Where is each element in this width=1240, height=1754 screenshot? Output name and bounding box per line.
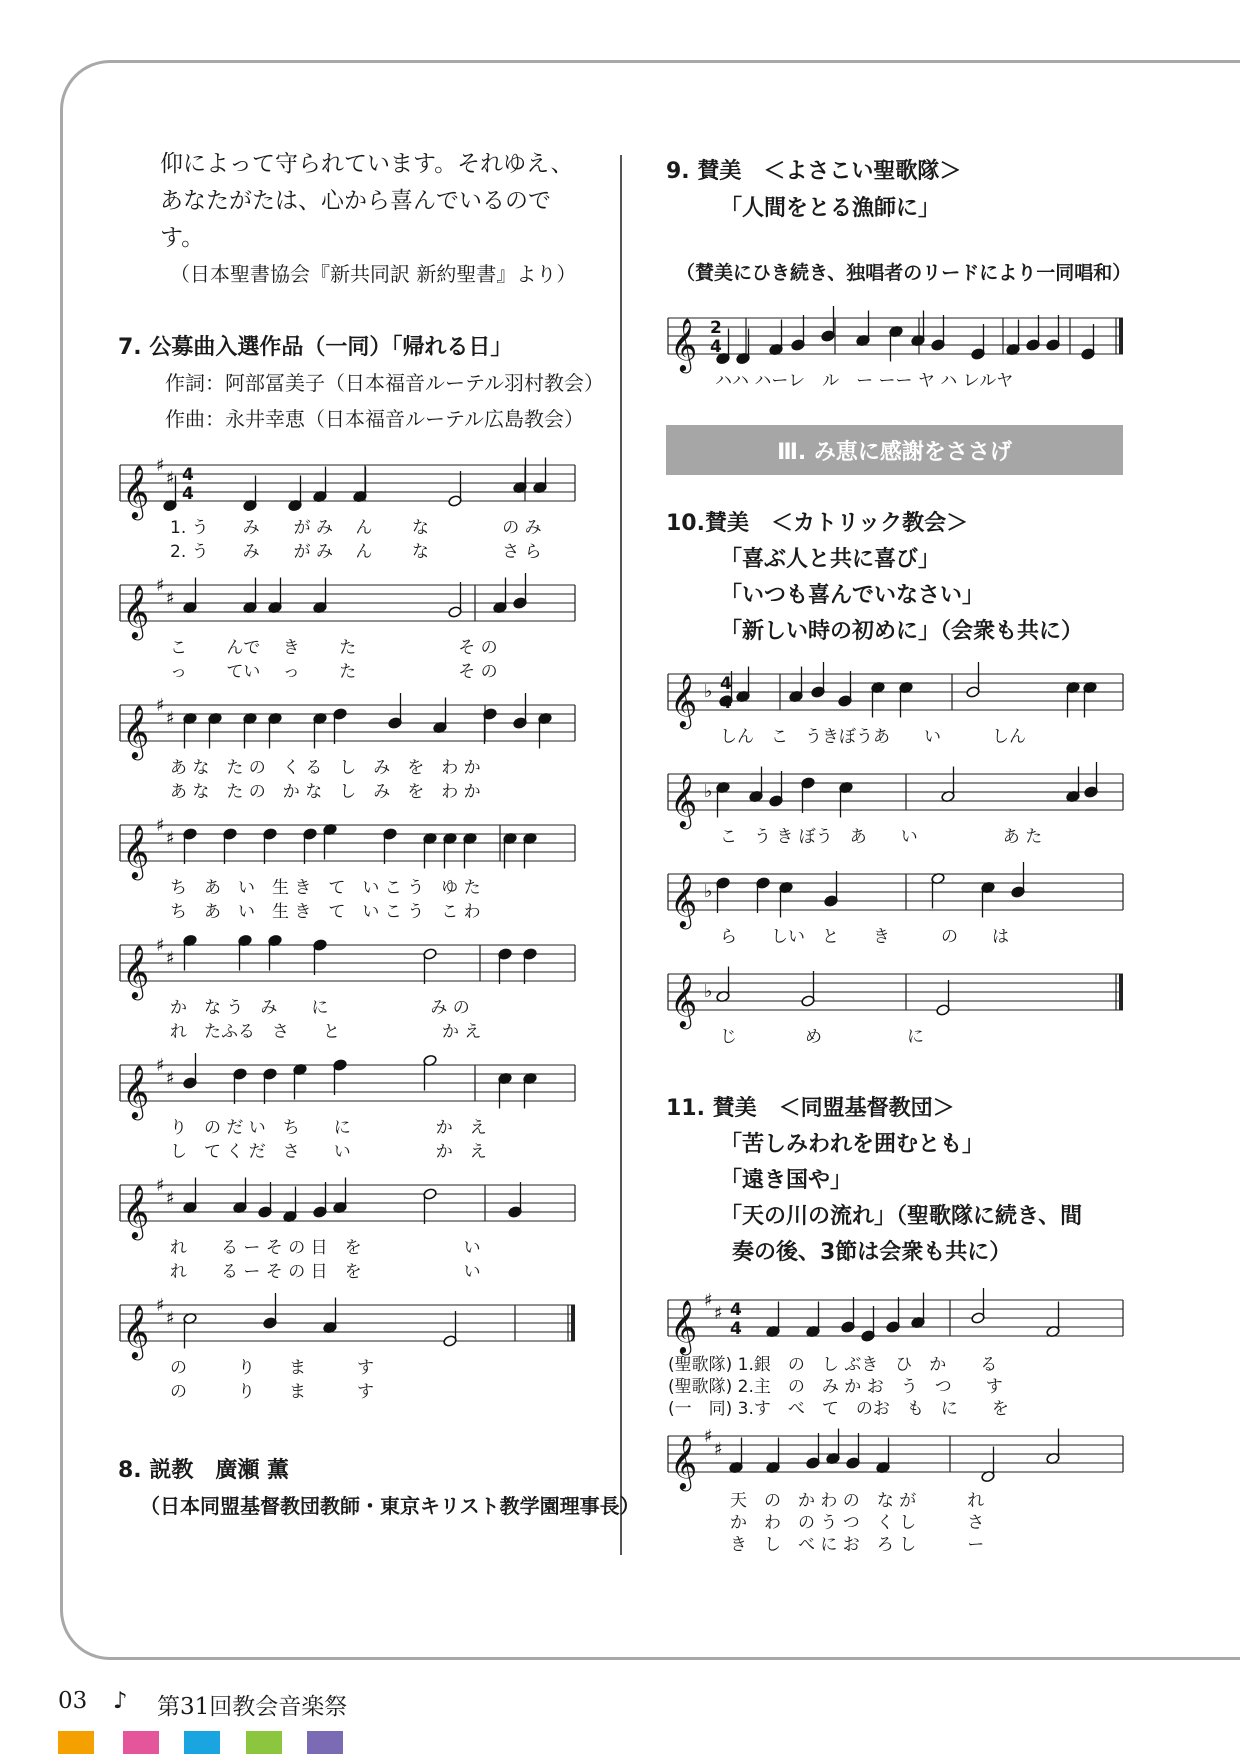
song10-lyrics: こ う き ぼう あ い あ た <box>720 827 1043 847</box>
treble-clef-icon: 𝄞 <box>122 1304 150 1358</box>
sharp-icon: ♯ <box>156 935 165 956</box>
color-swatch-orange <box>58 1731 94 1754</box>
final-barline <box>1119 974 1123 1010</box>
scripture-text <box>160 146 600 257</box>
staff-svg <box>120 1175 575 1238</box>
lyric-verse2: っ てい っ た そ の <box>170 662 498 682</box>
sharp-icon: ♯ <box>714 1439 723 1460</box>
sharp-icon: ♯ <box>166 1188 175 1209</box>
staff-svg <box>120 575 575 638</box>
song10-staff <box>668 664 1123 727</box>
item11-song: 「天の川の流れ」（聖歌隊に続き、間 <box>720 1204 1083 1229</box>
flat-icon: ♭ <box>704 781 713 802</box>
song9-lyrics: ハハ ハーレ ル ー ーー ヤ ハ レルヤ <box>715 371 1014 391</box>
staff-svg <box>668 664 1123 727</box>
time-signature: 2 <box>710 318 722 338</box>
song7-staff <box>120 935 575 998</box>
lyric-verse2: し て く だ さ い か え <box>170 1142 487 1162</box>
column-divider <box>620 155 622 1555</box>
staff-svg <box>120 1055 575 1118</box>
scripture-line: 仰によって守られています。それゆえ、 <box>160 151 574 177</box>
staff-svg <box>120 695 575 758</box>
treble-clef-icon: 𝄞 <box>670 773 698 827</box>
treble-clef-icon: 𝄞 <box>122 584 150 638</box>
song11-lyrics-a: (聖歌隊) 2.主 の み か お う つ す <box>668 1377 1003 1397</box>
flat-icon: ♭ <box>704 681 713 702</box>
treble-clef-icon: 𝄞 <box>122 1064 150 1118</box>
staff-svg <box>668 1426 1123 1489</box>
sharp-icon: ♯ <box>714 1303 723 1324</box>
song7-staff <box>120 455 575 518</box>
color-swatch-purple <box>307 1731 343 1754</box>
staff-svg <box>668 864 1123 927</box>
treble-clef-icon: 𝄞 <box>122 1184 150 1238</box>
item9-note: （賛美にひき続き、独唱者のリードにより一同唱和） <box>676 262 1132 284</box>
sharp-icon: ♯ <box>156 1295 165 1316</box>
song10-lyrics: ら しい と き の は <box>720 927 1009 947</box>
lyric-verse1: り の だ い ち に か え <box>170 1118 487 1138</box>
staff-svg <box>668 308 1123 371</box>
staff-svg <box>120 815 575 878</box>
lyric-verse2: れ たふる さ と か え <box>170 1022 482 1042</box>
lyric-verse2: 2. う み が み ん な さ ら <box>170 542 542 562</box>
flat-icon: ♭ <box>704 981 713 1002</box>
final-barline <box>1119 318 1123 354</box>
lyric-verse2: ち あ い 生 き て い こ う こ わ <box>170 902 481 922</box>
item10-heading: 10.賛美 ＜カトリック教会＞ <box>666 511 969 536</box>
lyric-verse1: あ な た の く る し み を わ か <box>170 758 481 778</box>
lyric-verse1: 1. う み が み ん な の み <box>170 518 542 538</box>
song10-lyrics: じ め に <box>720 1027 924 1047</box>
item11-song-cont: 奏の後、3節は会衆も共に） <box>732 1240 1012 1265</box>
song7-staff <box>120 1055 575 1118</box>
treble-clef-icon: 𝄞 <box>670 973 698 1027</box>
sharp-icon: ♯ <box>704 1426 713 1447</box>
item10-song: 「新しい時の初めに」（会衆も共に） <box>720 619 1084 644</box>
sharp-icon: ♯ <box>166 1068 175 1089</box>
song10-staff <box>668 764 1123 827</box>
color-swatch-blue <box>184 1731 220 1754</box>
event-title: 第31回教会音楽祭 <box>157 1694 348 1720</box>
song7-staff <box>120 1295 575 1358</box>
item11-heading: 11. 賛美 ＜同盟基督教団＞ <box>666 1096 955 1121</box>
item10-song: 「いつも喜んでいなさい」 <box>720 583 985 608</box>
staff-svg <box>668 964 1123 1027</box>
flat-icon: ♭ <box>704 881 713 902</box>
staff-svg <box>120 1295 575 1358</box>
item11-song: 「遠き国や」 <box>720 1168 853 1193</box>
item10-song: 「喜ぶ人と共に喜び」 <box>720 547 941 572</box>
music-note-icon: ♪ <box>113 1688 128 1714</box>
song7-staff <box>120 1175 575 1238</box>
song11-lyrics-b: か わ の う つ く し さ <box>730 1513 985 1533</box>
song11-lyrics-a: (一 同) 3.す べ て のお も に を <box>668 1399 1009 1419</box>
item8-heading: 8. 説教 廣瀬 薫 <box>118 1458 289 1483</box>
lyric-verse1: か な う み に み の <box>170 998 470 1018</box>
sharp-icon: ♯ <box>704 1290 713 1311</box>
song11-lyrics-b: き し べ に お ろ し ー <box>730 1535 985 1555</box>
song11-lyrics-a: (聖歌隊) 1.銀 の し ぶき ひ か る <box>668 1355 998 1375</box>
time-signature: 4 <box>720 674 732 694</box>
color-swatch-pink <box>123 1731 159 1754</box>
lyric-verse2: れ る ー そ の 日 を い <box>170 1262 481 1282</box>
preacher-affiliation: （日本同盟基督教団教師・東京キリスト教学園理事長） <box>140 1494 640 1518</box>
lyric-verse1: れ る ー そ の 日 を い <box>170 1238 481 1258</box>
song9-staff <box>668 308 1123 371</box>
section-banner: Ⅲ. み恵に感謝をささげ <box>666 425 1123 475</box>
treble-clef-icon: 𝄞 <box>670 673 698 727</box>
item7-heading: 7. 公募曲入選作品（一同）「帰れる日」 <box>118 335 513 360</box>
sharp-icon: ♯ <box>166 828 175 849</box>
sharp-icon: ♯ <box>156 695 165 716</box>
scripture-line: す。 <box>160 225 205 251</box>
sharp-icon: ♯ <box>166 948 175 969</box>
item9-heading: 9. 賛美 ＜よさこい聖歌隊＞ <box>666 159 962 184</box>
song11-staff <box>668 1426 1123 1489</box>
song10-staff <box>668 964 1123 1027</box>
sharp-icon: ♯ <box>166 468 175 489</box>
treble-clef-icon: 𝄞 <box>670 1435 698 1489</box>
song11-staff <box>668 1290 1123 1353</box>
staff-svg <box>668 1290 1123 1353</box>
treble-clef-icon: 𝄞 <box>122 464 150 518</box>
song11-lyrics-b: 天 の か わ の な が れ <box>730 1491 985 1511</box>
song10-lyrics: しん こ うきぼうあ い しん <box>720 727 1026 747</box>
time-signature: 4 <box>730 1300 742 1320</box>
lyric-verse1: こ んで き た そ の <box>170 638 498 658</box>
treble-clef-icon: 𝄞 <box>670 1299 698 1353</box>
page-number: 03 <box>58 1688 88 1714</box>
composer-credit: 作曲：永井幸恵（日本福音ルーテル広島教会） <box>165 407 584 431</box>
song10-staff <box>668 864 1123 927</box>
treble-clef-icon: 𝄞 <box>670 317 698 371</box>
time-signature: 4 <box>710 337 722 357</box>
treble-clef-icon: 𝄞 <box>122 704 150 758</box>
scripture-source: （日本聖書協会『新共同訳 新約聖書』より） <box>170 262 577 286</box>
sharp-icon: ♯ <box>166 708 175 729</box>
song7-staff <box>120 815 575 878</box>
final-barline <box>571 1305 575 1341</box>
sharp-icon: ♯ <box>156 455 165 476</box>
lyric-verse2: あ な た の か な し み を わ か <box>170 782 481 802</box>
time-signature: 4 <box>182 465 194 485</box>
sharp-icon: ♯ <box>156 575 165 596</box>
sharp-icon: ♯ <box>156 1175 165 1196</box>
scripture-line: あなたがたは、心から喜んでいるので <box>160 188 551 214</box>
time-signature: 4 <box>730 1319 742 1339</box>
sharp-icon: ♯ <box>166 588 175 609</box>
time-signature: 4 <box>182 484 194 504</box>
staff-svg <box>120 455 575 518</box>
item11-song: 「苦しみわれを囲むとも」 <box>720 1132 985 1157</box>
song7-staff <box>120 575 575 638</box>
lyric-verse1: ち あ い 生 き て い こ う ゆ た <box>170 878 481 898</box>
lyricist-credit: 作詞：阿部冨美子（日本福音ルーテル羽村教会） <box>165 371 604 395</box>
sharp-icon: ♯ <box>156 1055 165 1076</box>
lyric-verse2: の り ま す <box>170 1382 374 1402</box>
treble-clef-icon: 𝄞 <box>122 944 150 998</box>
song7-staff <box>120 695 575 758</box>
treble-clef-icon: 𝄞 <box>670 873 698 927</box>
staff-svg <box>120 935 575 998</box>
sharp-icon: ♯ <box>156 815 165 836</box>
color-swatch-green <box>246 1731 282 1754</box>
sharp-icon: ♯ <box>166 1308 175 1329</box>
treble-clef-icon: 𝄞 <box>122 824 150 878</box>
staff-svg <box>668 764 1123 827</box>
item9-song-title: 「人間をとる漁師に」 <box>720 196 941 221</box>
lyric-verse1: の り ま す <box>170 1358 374 1378</box>
